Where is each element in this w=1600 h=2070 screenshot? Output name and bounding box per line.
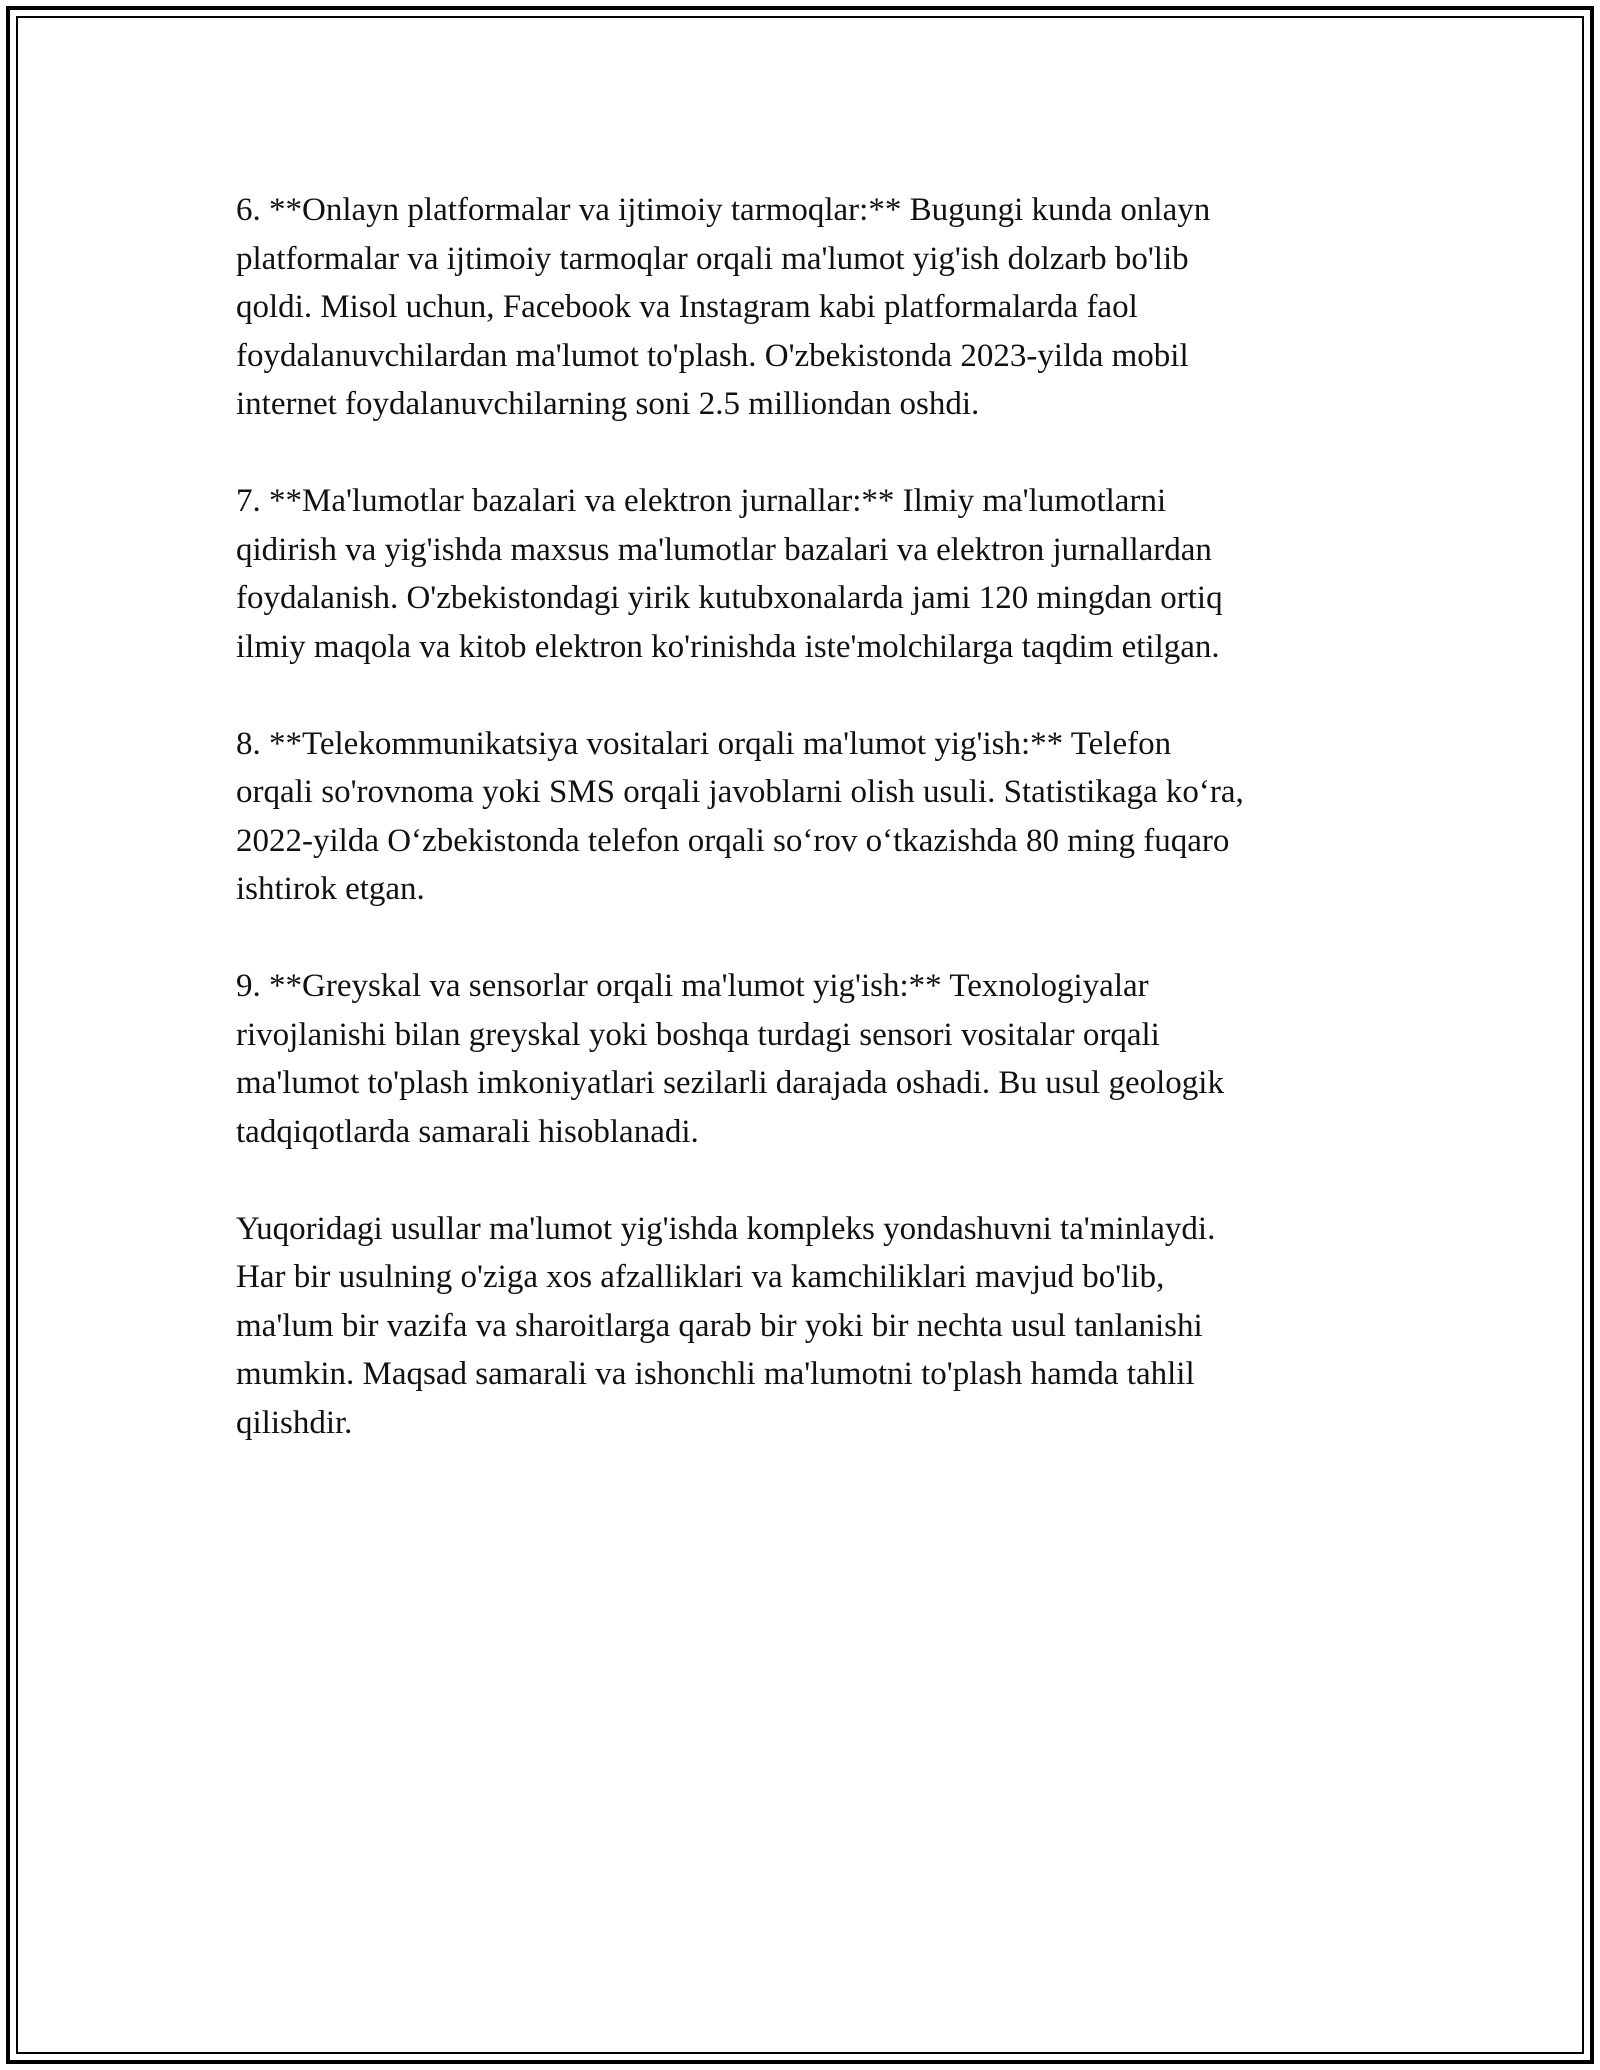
document-body: [236, 186, 1366, 1496]
paragraph-databases-journals: 7. **Ma'lumotlar bazalari va elektron jurnallar:** Ilmiy ma'lumotlarni qidirish va yig'ishda maxsus ma'lumotlar bazalari va elektron jurnallardan foydalanish. O'zbekistondagi yirik kutubxonalarda jami 120 mingdan ortiq ilmiy maqola va kitob elektron ko'rinishda iste'molchilarga taqdim etilgan.: [236, 483, 1223, 665]
paragraph-conclusion: Yuqoridagi usullar ma'lumot yig'ishda kompleks yondashuvni ta'minlaydi. Har bir usulning o'ziga xos afzalliklari va kamchiliklari mavjud bo'lib, ma'lum bir vazifa va sharoitlarga qarab bir yoki bir nechta usul tanlanishi mumkin. Maqsad samarali va ishonchli ma'lumotni to'plash hamda tahlil qilishdir.: [236, 1210, 1216, 1441]
paragraph-online-platforms: 6. **Onlayn platformalar va ijtimoiy tarmoqlar:** Bugungi kunda onlayn platformalar va ijtimoiy tarmoqlar orqali ma'lumot yig'ish dolzarb bo'lib qoldi. Misol uchun, Facebook va Instagram kabi platformalarda faol foydalanuvchilardan ma'lumot to'plash. O'zbekistonda 2023-yilda mobil internet foydalanuvchilarning soni 2.5 milliondan oshdi.: [236, 192, 1211, 422]
paragraph-greyscale-sensors: 9. **Greyskal va sensorlar orqali ma'lumot yig'ish:** Texnologiyalar rivojlanishi bilan greyskal yoki boshqa turdagi sensori vositalar orqali ma'lumot to'plash imkoniyatlari sezilarli darajada oshadi. Bu usul geologik tadqiqotlarda samarali hisoblanadi.: [236, 968, 1224, 1150]
paragraph-telecommunication: 8. **Telekommunikatsiya vositalari orqali ma'lumot yig'ish:** Telefon orqali so'rovnoma yoki SMS orqali javoblarni olish usuli. Statistikaga ko‘ra, 2022-yilda O‘zbekistonda telefon orqali so‘rov o‘tkazishda 80 ming fuqaro ishtirok etgan.: [236, 725, 1244, 907]
